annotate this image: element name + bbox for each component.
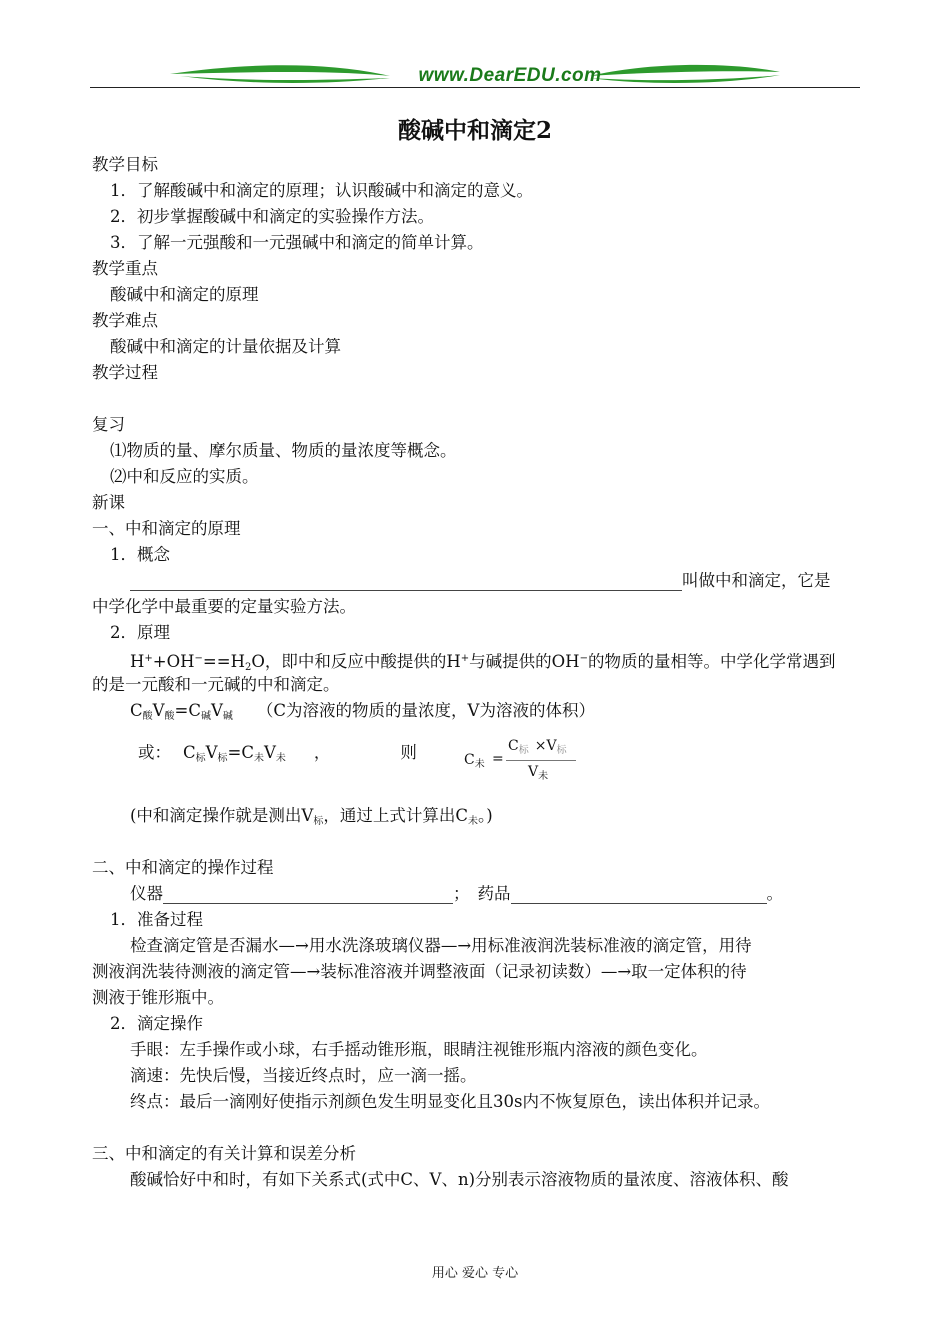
review-item: ⑴物质的量、摩尔质量、物质的量浓度等概念。: [110, 441, 457, 460]
fraction-bar: [506, 760, 576, 761]
site-logo-text[interactable]: www.DearEDU.com: [418, 65, 602, 86]
note-line: (中和滴定操作就是测出$V_标$，通过上式计算出$C_未$。): [130, 806, 493, 827]
subsection-heading: 2．滴定操作: [110, 1014, 203, 1033]
section-heading: 教学重点: [92, 259, 158, 278]
section-heading: 一、中和滴定的原理: [92, 519, 241, 538]
section-heading: 教学目标: [92, 155, 158, 174]
section-heading: 教学过程: [92, 363, 158, 382]
principle-line: $H^++OH^-==H_2O$，即中和反应中酸提供的H+与碱提供的OH−的物质的量相等。中学化学常遇到: [130, 652, 836, 673]
page-title: 酸碱中和滴定2: [397, 117, 552, 144]
subsection-heading: 1．准备过程: [110, 910, 203, 929]
subsection-heading: 1．概念: [110, 545, 170, 564]
paragraph: 滴速：先快后慢，当接近终点时，应一滴一摇。: [130, 1066, 477, 1085]
concept-line: 叫做中和滴定，它是: [130, 571, 831, 591]
fill-blank[interactable]: [130, 573, 682, 591]
paragraph: 测液于锥形瓶中。: [92, 988, 224, 1007]
section-heading: 新课: [92, 493, 125, 512]
site-header: [90, 60, 860, 90]
instruments-blank[interactable]: [163, 886, 453, 904]
subsection-heading: 2．原理: [110, 623, 170, 642]
objective-item: 1．了解酸碱中和滴定的原理；认识酸碱中和滴定的意义。: [110, 181, 533, 200]
section-heading: 三、中和滴定的有关计算和误差分析: [92, 1144, 356, 1163]
paragraph: 手眼：左手操作或小球，右手摇动锥形瓶，眼睛注视锥形瓶内溶液的颜色变化。: [130, 1040, 708, 1059]
section-heading: 复习: [92, 415, 125, 434]
fraction-formula: $C_未$ = $C_标 \times V_标$ $V_未$: [462, 738, 582, 788]
objective-item: 3．了解一元强酸和一元强碱中和滴定的简单计算。: [110, 233, 484, 252]
paragraph: 终点：最后一滴刚好使指示剂颜色发生明显变化且30s内不恢复原色，读出体积并记录。: [130, 1092, 770, 1111]
paragraph: 测液润洗装待测液的滴定管—→装标准溶液并调整液面（记录初读数）—→取一定体积的待: [92, 962, 747, 981]
header-rule: [90, 87, 860, 88]
paragraph: 酸碱恰好中和时，有如下关系式(式中C、V、n)分别表示溶液物质的量浓度、溶液体积、酸: [130, 1170, 789, 1189]
objective-item: 2．初步掌握酸碱中和滴定的实验操作方法。: [110, 207, 434, 226]
formula-line-alt: 或： $C_标V_标=C_未V_未$ ， 则: [138, 743, 417, 764]
section-heading: 教学难点: [92, 311, 158, 330]
paragraph: 中学化学中最重要的定量实验方法。: [92, 597, 356, 616]
review-item: ⑵中和反应的实质。: [110, 467, 259, 486]
paragraph: 酸碱中和滴定的计量依据及计算: [110, 337, 341, 356]
reagents-blank[interactable]: [511, 886, 767, 904]
paragraph: 检查滴定管是否漏水—→用水洗涤玻璃仪器—→用标准液润洗装标准液的滴定管，用待: [130, 936, 752, 955]
section-heading: 二、中和滴定的操作过程: [92, 858, 274, 877]
instruments-line: 仪器 ； 药品 。: [130, 884, 783, 903]
page-footer: 用心 爱心 专心: [431, 1266, 519, 1281]
formula-line: $C_酸V_酸=C_碱V_碱$ （C为溶液的物质的量浓度，V为溶液的体积）: [130, 701, 595, 722]
paragraph: 酸碱中和滴定的原理: [110, 285, 259, 304]
paragraph: 的是一元酸和一元碱的中和滴定。: [92, 675, 340, 694]
